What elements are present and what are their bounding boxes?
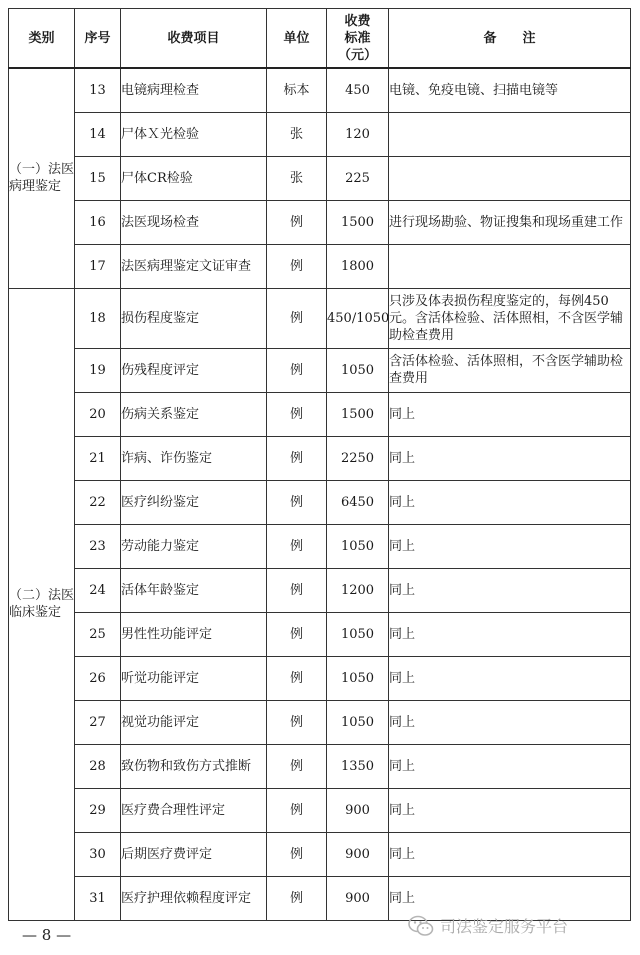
header-unit: 单位 (267, 9, 327, 69)
price-cell: 1500 (327, 392, 389, 436)
item-cell: 伤病关系鉴定 (121, 392, 267, 436)
table-row (9, 112, 631, 156)
page-number: — 8 — (22, 926, 72, 944)
unit-cell: 例 (267, 656, 327, 700)
item-cell: 听觉功能评定 (121, 656, 267, 700)
table-row (9, 656, 631, 700)
price-cell: 900 (327, 788, 389, 832)
category-cell: （一）法医病理鉴定 (9, 68, 75, 288)
note-cell: 同上 (389, 832, 631, 876)
price-cell: 1050 (327, 524, 389, 568)
note-cell (389, 156, 631, 200)
price-cell: 2250 (327, 436, 389, 480)
header-item: 收费项目 (121, 9, 267, 69)
note-cell: 同上 (389, 744, 631, 788)
price-cell: 1050 (327, 612, 389, 656)
note-cell (389, 112, 631, 156)
price-cell: 120 (327, 112, 389, 156)
seq-cell: 20 (75, 392, 121, 436)
table-row (9, 568, 631, 612)
note-cell: 同上 (389, 568, 631, 612)
seq-cell: 14 (75, 112, 121, 156)
table-row (9, 480, 631, 524)
table-row (9, 288, 631, 348)
table-row (9, 200, 631, 244)
note-cell: 同上 (389, 700, 631, 744)
item-cell: 男性性功能评定 (121, 612, 267, 656)
price-cell: 225 (327, 156, 389, 200)
unit-cell: 张 (267, 156, 327, 200)
table-row (9, 612, 631, 656)
unit-cell: 例 (267, 700, 327, 744)
wechat-icon (408, 915, 434, 937)
seq-cell: 15 (75, 156, 121, 200)
seq-cell: 30 (75, 832, 121, 876)
header-price-line3: （元） (337, 47, 377, 63)
item-cell: 医疗费合理性评定 (121, 788, 267, 832)
unit-cell: 例 (267, 436, 327, 480)
price-cell: 900 (327, 876, 389, 920)
seq-cell: 27 (75, 700, 121, 744)
unit-cell: 例 (267, 612, 327, 656)
table-row (9, 156, 631, 200)
price-cell: 1050 (327, 700, 389, 744)
unit-cell: 例 (267, 244, 327, 288)
note-cell: 同上 (389, 392, 631, 436)
table-body (9, 68, 631, 920)
seq-cell: 16 (75, 200, 121, 244)
seq-cell: 25 (75, 612, 121, 656)
note-cell: 同上 (389, 524, 631, 568)
table-row (9, 700, 631, 744)
note-cell: 电镜、免疫电镜、扫描电镜等 (389, 68, 631, 112)
price-cell: 1200 (327, 568, 389, 612)
table-row (9, 436, 631, 480)
price-cell: 6450 (327, 480, 389, 524)
note-cell: 同上 (389, 876, 631, 920)
seq-cell: 23 (75, 524, 121, 568)
unit-cell: 标本 (267, 68, 327, 112)
unit-cell: 例 (267, 832, 327, 876)
item-cell: 劳动能力鉴定 (121, 524, 267, 568)
unit-cell: 张 (267, 112, 327, 156)
seq-cell: 31 (75, 876, 121, 920)
seq-cell: 26 (75, 656, 121, 700)
table-row (9, 348, 631, 392)
item-cell: 损伤程度鉴定 (121, 288, 267, 348)
price-cell: 1350 (327, 744, 389, 788)
item-cell: 医疗护理依赖程度评定 (121, 876, 267, 920)
unit-cell: 例 (267, 876, 327, 920)
seq-cell: 13 (75, 68, 121, 112)
header-row (9, 9, 631, 69)
item-cell: 法医现场检查 (121, 200, 267, 244)
note-cell (389, 244, 631, 288)
price-cell: 1800 (327, 244, 389, 288)
header-note: 备 注 (389, 9, 631, 69)
price-cell: 1050 (327, 348, 389, 392)
note-cell: 同上 (389, 788, 631, 832)
item-cell: 视觉功能评定 (121, 700, 267, 744)
unit-cell: 例 (267, 200, 327, 244)
header-category: 类别 (9, 9, 75, 69)
header-price-line1: 收费 (344, 13, 371, 29)
seq-cell: 17 (75, 244, 121, 288)
table-row (9, 244, 631, 288)
category-cell: （二）法医临床鉴定 (9, 288, 75, 920)
seq-cell: 21 (75, 436, 121, 480)
table-row (9, 524, 631, 568)
unit-cell: 例 (267, 788, 327, 832)
note-cell: 同上 (389, 656, 631, 700)
note-cell: 只涉及体表损伤程度鉴定的，每例450元。含活体检验、活体照相，不含医学辅助检查费用 (389, 288, 631, 348)
header-price (327, 9, 389, 69)
item-cell: 活体年龄鉴定 (121, 568, 267, 612)
item-cell: 医疗纠纷鉴定 (121, 480, 267, 524)
table-row (9, 68, 631, 112)
price-cell: 1500 (327, 200, 389, 244)
header-price-line2: 标准 (344, 30, 371, 46)
unit-cell: 例 (267, 480, 327, 524)
note-cell: 同上 (389, 480, 631, 524)
seq-cell: 24 (75, 568, 121, 612)
price-cell: 450/1050 (327, 288, 389, 348)
fee-table (8, 8, 631, 921)
item-cell: 电镜病理检查 (121, 68, 267, 112)
unit-cell: 例 (267, 348, 327, 392)
unit-cell: 例 (267, 392, 327, 436)
item-cell: 诈病、诈伤鉴定 (121, 436, 267, 480)
item-cell: 后期医疗费评定 (121, 832, 267, 876)
price-cell: 900 (327, 832, 389, 876)
note-cell: 含活体检验、活体照相，不含医学辅助检查费用 (389, 348, 631, 392)
seq-cell: 28 (75, 744, 121, 788)
item-cell: 致伤物和致伤方式推断 (121, 744, 267, 788)
table-row (9, 788, 631, 832)
note-cell: 进行现场勘验、物证搜集和现场重建工作 (389, 200, 631, 244)
seq-cell: 19 (75, 348, 121, 392)
item-cell: 尸体Ｘ光检验 (121, 112, 267, 156)
table-row (9, 392, 631, 436)
watermark (408, 914, 568, 937)
table-row (9, 832, 631, 876)
item-cell: 伤残程度评定 (121, 348, 267, 392)
item-cell: 法医病理鉴定文证审查 (121, 244, 267, 288)
unit-cell: 例 (267, 568, 327, 612)
note-cell: 同上 (389, 436, 631, 480)
price-cell: 1050 (327, 656, 389, 700)
unit-cell: 例 (267, 744, 327, 788)
watermark-text: 司法鉴定服务平台 (440, 917, 569, 936)
unit-cell: 例 (267, 288, 327, 348)
unit-cell: 例 (267, 524, 327, 568)
seq-cell: 22 (75, 480, 121, 524)
header-seq: 序号 (75, 9, 121, 69)
seq-cell: 29 (75, 788, 121, 832)
seq-cell: 18 (75, 288, 121, 348)
price-cell: 450 (327, 68, 389, 112)
item-cell: 尸体CR检验 (121, 156, 267, 200)
table-row (9, 744, 631, 788)
note-cell: 同上 (389, 612, 631, 656)
